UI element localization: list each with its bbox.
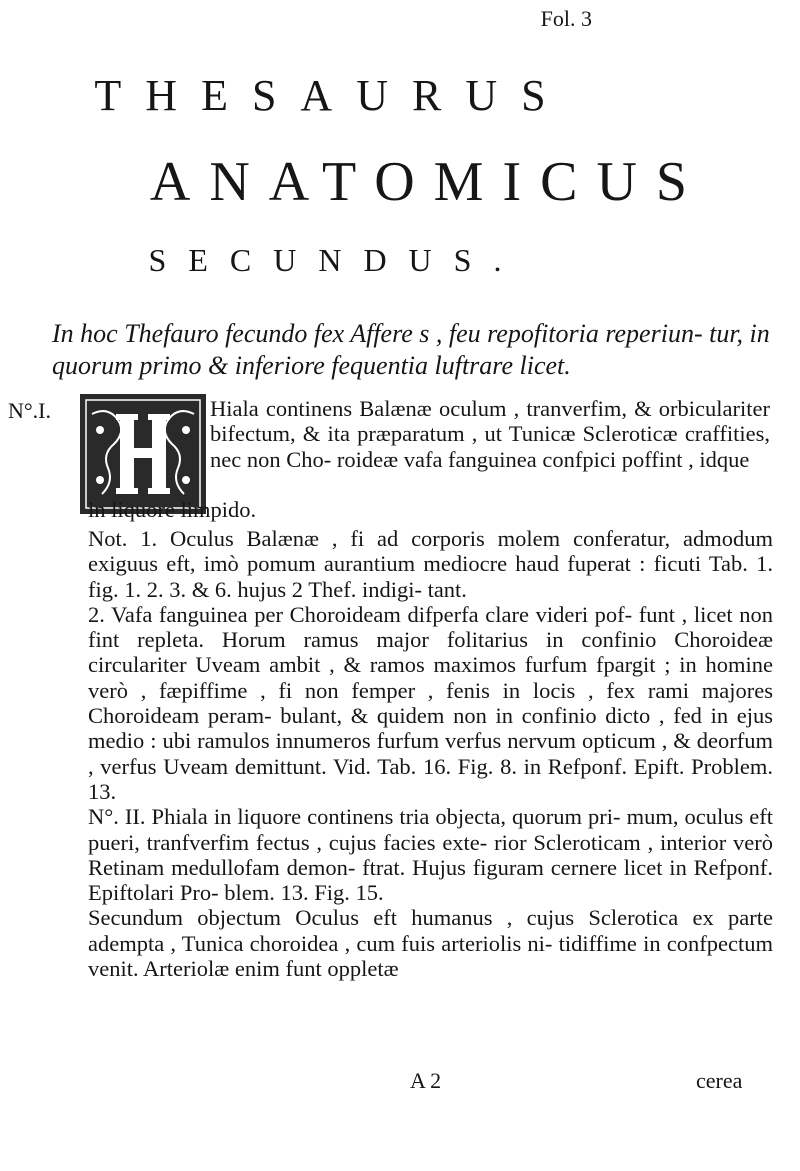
- note-1: Not. 1. Oculus Balænæ , fi ad corporis molem conferatur, admodum exiguus eft, imò pomum aurantium mediocre haud fuperat : ficuti Tab. 1. fig. 1. 2. 3. & 6. hujus 2 Thef. indigi- tant.: [88, 526, 773, 602]
- entry-label: N°.I.: [8, 398, 52, 423]
- entry-2-second-object: Secundum objectum Oculus eft humanus , cujus Sclerotica ex parte adempta , Tunica choroidea , cum fuis arteriolis ni- tidiffime in confpectum venit. Arteriolæ enim funt oppletæ: [88, 905, 773, 982]
- title-anatomicus: ANATOMICUS: [149, 151, 707, 213]
- signature-mark: A 2: [410, 1068, 442, 1093]
- first-paragraph-continuation: in liquore limpido.: [88, 497, 257, 522]
- note-2: 2. Vafa fanguinea per Choroideam difperfa clare videri pof- funt , licet non fint repleta. Horum ramus major folitarius in confinio Choroideæ circulariter Uveam ambit , & ramos maximos furfum fpargit ; in homine verò , fæpiffime , fi non femper , fenis in locis , fex rami majores Choroideam peram- bulant, & quidem non in confinio dicto , fed in ejus medio : ubi ramulos innumeros furfum verfus nervum opticum , & deorfum , verfus Uveam demittunt. Vid. Tab. 16. Fig. 8. in Refponf. Epift. Problem. 13.: [88, 601, 773, 804]
- first-paragraph: Hiala continens Balænæ oculum , tranverfim, & orbiculariter bifectum, & ita præparatum , ut Tunicæ Scleroticæ craffities, nec non Cho- roideæ vafa fanguinea confpici poffint , idque: [210, 396, 770, 472]
- title-secundus: SECUNDUS.: [148, 242, 524, 278]
- subtitle: In hoc Thefauro fecundo fex Affere s , feu repofitoria reperiun- tur, in quorum primo & inferiore fequentia luftrare licet.: [52, 319, 770, 380]
- catchword: cerea: [696, 1068, 743, 1093]
- title-thesaurus: THESAURUS: [94, 71, 570, 120]
- body-text: [88, 526, 773, 981]
- entry-2: N°. II. Phiala in liquore continens tria objecta, quorum pri- mum, oculus eft pueri, tranfverfim fectus , cujus facies exte- rior Scleroticam , interior verò Retinam medullofam demon- ftrat. Hujus figuram cernere licet in Refponf. Epiftolari Pro- blem. 13. Fig. 15.: [88, 804, 773, 906]
- folio: Fol. 3: [540, 6, 592, 31]
